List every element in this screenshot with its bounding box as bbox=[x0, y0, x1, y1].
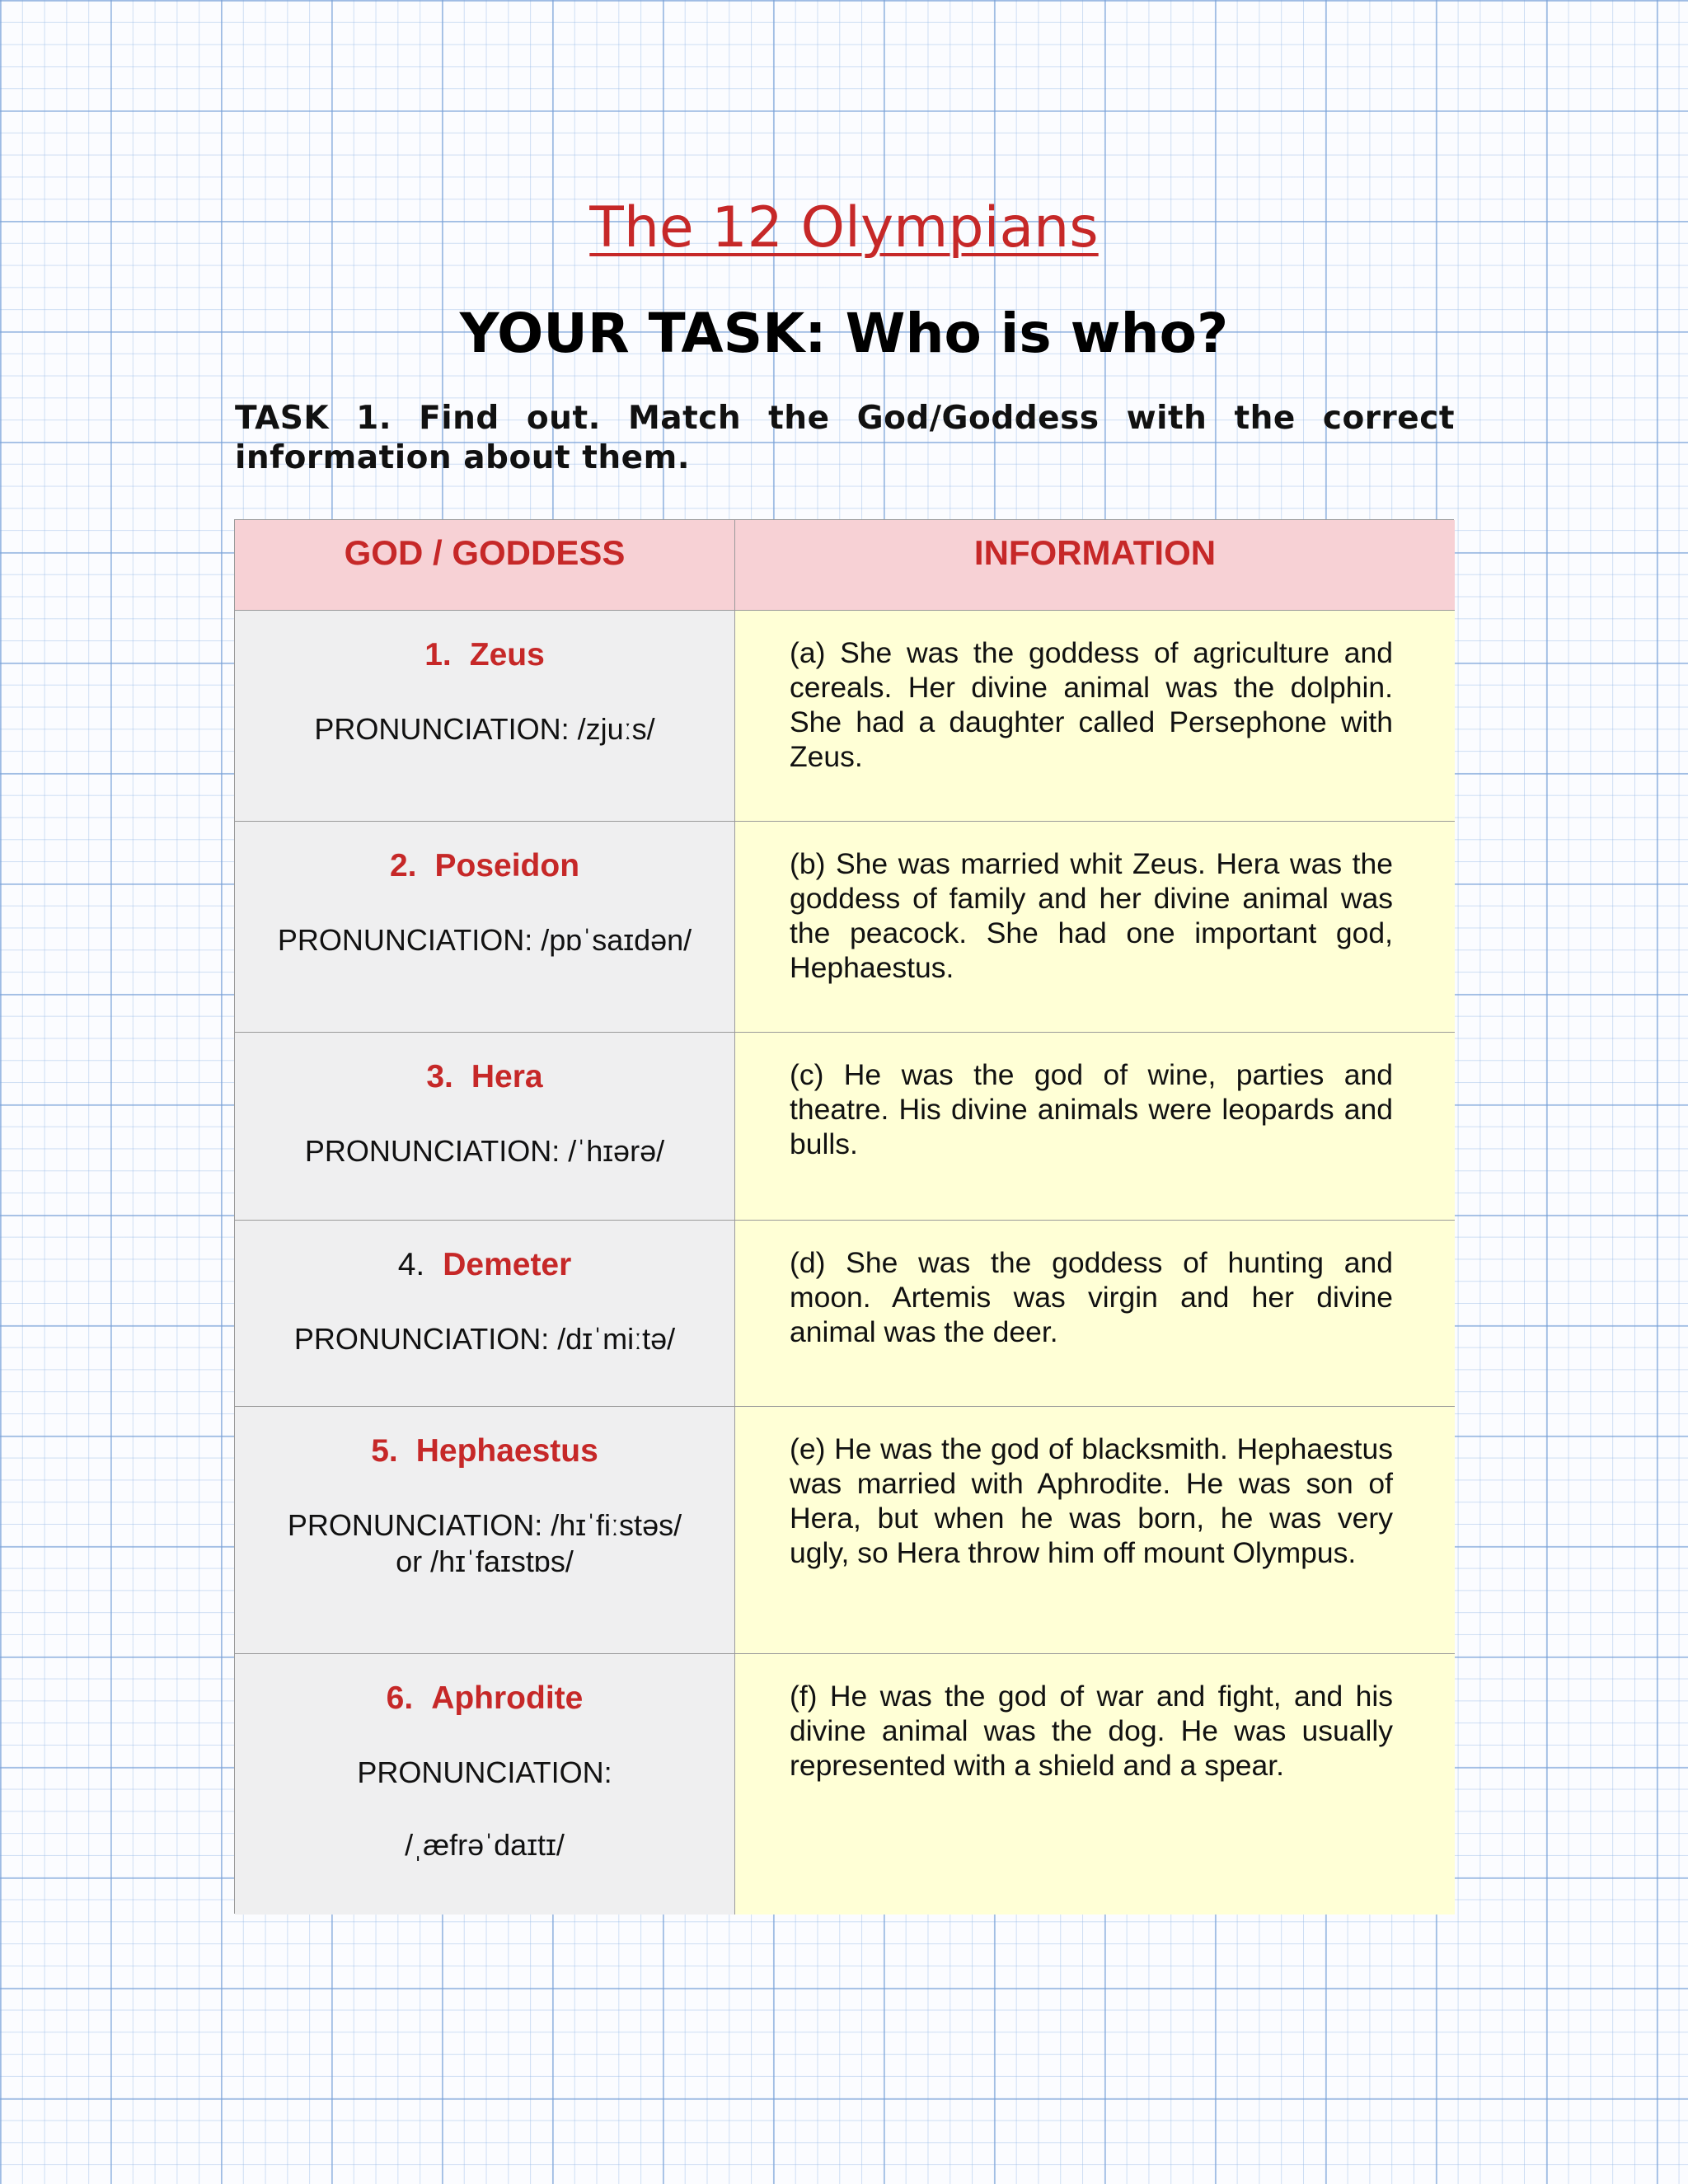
info-cell-d: (d) She was the goddess of hunting and moon. Artemis was virgin and her divine animal was the deer. bbox=[735, 1221, 1455, 1407]
god-cell-aphrodite bbox=[235, 1654, 735, 1915]
god-number: 1. bbox=[424, 637, 452, 673]
info-cell-f: (f) He was the god of war and fight, and his divine animal was the dog. He was usually represented with a shield and a spear. bbox=[735, 1654, 1455, 1915]
god-name bbox=[235, 1432, 734, 1471]
pronunciation: PRONUNCIATION: bbox=[357, 1755, 612, 1789]
pronunciation: PRONUNCIATION: /hɪˈfiːstəs/ bbox=[287, 1508, 682, 1542]
god-name-text: Zeus bbox=[469, 637, 545, 673]
god-name-text: Hephaestus bbox=[415, 1433, 598, 1469]
god-number: 5. bbox=[371, 1433, 398, 1469]
header-god-goddess: GOD / GODDESS bbox=[235, 520, 735, 611]
pronunciation: PRONUNCIATION: /pɒˈsaɪdən/ bbox=[277, 923, 692, 957]
god-name bbox=[235, 1057, 734, 1097]
god-cell-poseidon bbox=[235, 822, 735, 1033]
pronunciation: PRONUNCIATION: /ˈhɪərə/ bbox=[304, 1134, 665, 1168]
task-heading: YOUR TASK: Who is who? bbox=[459, 302, 1229, 365]
god-name-text: Demeter bbox=[443, 1247, 572, 1282]
matching-table bbox=[234, 519, 1454, 1914]
god-number: 2. bbox=[389, 848, 417, 883]
god-name-text: Poseidon bbox=[434, 848, 580, 883]
header-information: INFORMATION bbox=[735, 520, 1455, 611]
god-name-text: Aphrodite bbox=[431, 1680, 584, 1716]
god-number: 6. bbox=[386, 1680, 414, 1716]
god-cell-demeter bbox=[235, 1221, 735, 1407]
pronunciation-alt: /ˌæfrəˈdaɪtɪ/ bbox=[405, 1828, 565, 1862]
god-cell-hephaestus bbox=[235, 1407, 735, 1654]
god-name-text: Hera bbox=[471, 1059, 543, 1094]
info-cell-b: (b) She was married whit Zeus. Hera was the goddess of family and her divine animal was the peacock. She had one important god, Hephaestus. bbox=[735, 822, 1455, 1033]
task-instruction: TASK 1. Find out. Match the God/Goddess with the correct information about them. bbox=[235, 400, 1455, 476]
god-name bbox=[235, 1245, 734, 1285]
god-name bbox=[235, 1679, 734, 1718]
god-name bbox=[235, 846, 734, 886]
god-cell-hera bbox=[235, 1033, 735, 1221]
info-cell-c: (c) He was the god of wine, parties and theatre. His divine animals were leopards and bulls. bbox=[735, 1033, 1455, 1221]
god-number: 3. bbox=[426, 1059, 453, 1094]
god-cell-zeus bbox=[235, 611, 735, 822]
info-cell-e: (e) He was the god of blacksmith. Hephaestus was married with Aphrodite. He was son of Hera, but when he was born, he was very ugly, so Hera throw him off mount Olympus. bbox=[735, 1407, 1455, 1654]
pronunciation: PRONUNCIATION: /zjuːs/ bbox=[314, 712, 655, 746]
info-cell-a: (a) She was the goddess of agriculture and cereals. Her divine animal was the dolphin. She had a daughter called Persephone with Zeus. bbox=[735, 611, 1455, 822]
god-number: 4. bbox=[397, 1247, 425, 1282]
pronunciation: PRONUNCIATION: /dɪˈmiːtə/ bbox=[293, 1322, 676, 1356]
pronunciation-alt: or /hɪˈfaɪstɒs/ bbox=[396, 1544, 574, 1578]
god-name bbox=[235, 635, 734, 675]
page-title: The 12 Olympians bbox=[589, 195, 1099, 260]
